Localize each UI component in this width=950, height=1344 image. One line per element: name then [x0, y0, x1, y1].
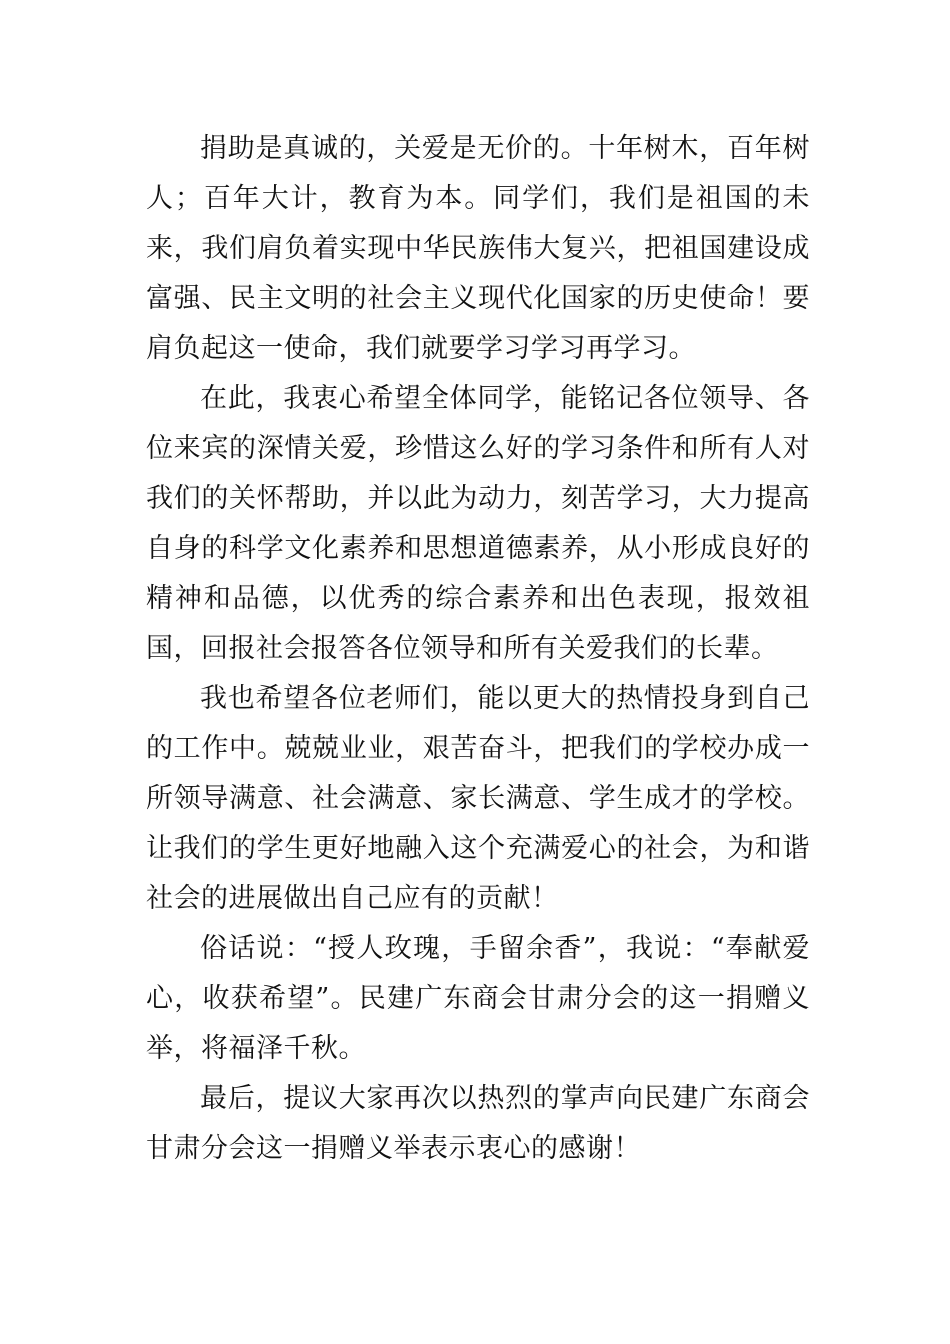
document-body	[146, 124, 810, 1174]
paragraph-3: 我也希望各位老师们，能以更大的热情投身到自己的工作中。兢兢业业，艰苦奋斗，把我们的学校办成一所领导满意、社会满意、家长满意、学生成才的学校。 让我们的学生更好地融入这个充满爱心的社会，为和谐社会的进展做出自己应有的贡献！	[146, 683, 810, 914]
paragraph-1: 捐助是真诚的，关爱是无价的。十年树木，百年树人；百年大计，教育为本。同学们，我们是祖国的未来，我们肩负着实现中华民族伟大复兴，把祖国建设成富强、民主文明的社会主义现代化国家的历史使命！要肩负起这一使命，我们就要学习学习再学习。	[146, 133, 810, 364]
paragraph-4: 俗话说：“授人玫瑰，手留余香”，我说：“奉献爱心，收获希望”。民建广东商会甘肃分会的这一捐赠义举，将福泽千秋。	[146, 933, 810, 1064]
paragraph-2: 在此，我衷心希望全体同学，能铭记各位领导、各位来宾的深情关爱，珍惜这么好的学习条件和所有人对我们的关怀帮助，并以此为动力，刻苦学习，大力提高自身的科学文化素养和思想道德素养，从小形成良好的精神和品德，以优秀的综合素养和出色表现，报效祖国，回报社会报答各位领导和所有关爱我们的长辈。	[146, 383, 810, 664]
paragraph-5: 最后，提议大家再次以热烈的掌声向民建广东商会甘肃分会这一捐赠义举表示衷心的感谢！	[146, 1083, 810, 1164]
